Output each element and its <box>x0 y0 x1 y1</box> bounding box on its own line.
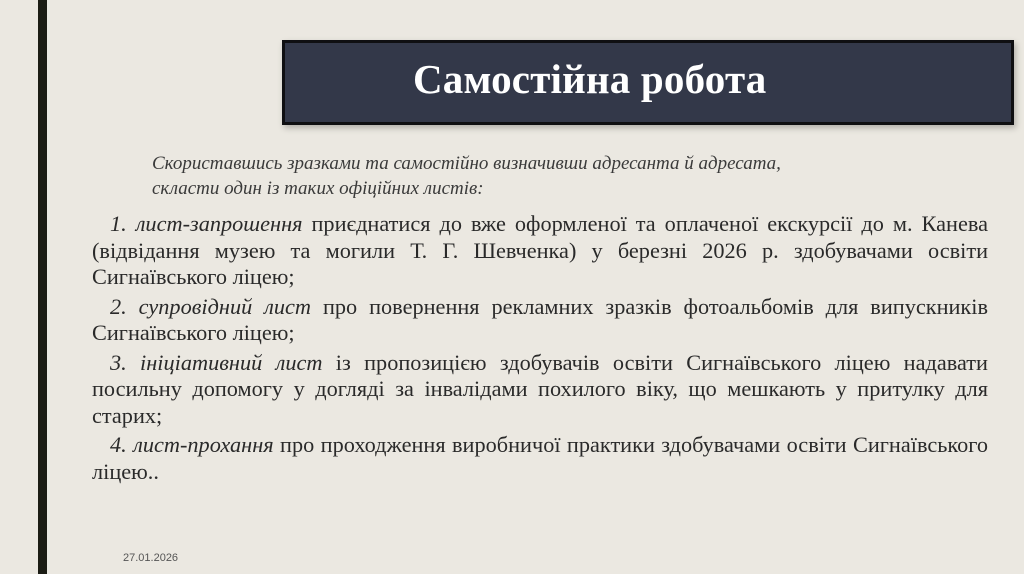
item-label: 1. лист-запрошення <box>110 211 303 236</box>
list-item <box>92 211 988 291</box>
item-text: про повернення рекламних зразків фотоальбомів для випускників Сигнаївського ліцею; <box>92 293 988 345</box>
letter-task-list <box>92 211 988 488</box>
slide-title: Самостійна робота <box>413 56 767 102</box>
item-label: 3. ініціативний лист <box>110 349 323 375</box>
item-label: 2. супровідний лист <box>110 293 312 319</box>
item-label: 4. лист-прохання <box>110 432 274 457</box>
footer-date: 27.01.2026 <box>123 552 179 564</box>
intro-line-1: Скориставшись зразками та самостійно визначивши адресанта й адресата, <box>152 153 781 174</box>
intro-line-2: скласти один із таких офіційних листів: <box>152 178 484 199</box>
intro-instruction <box>152 151 912 201</box>
list-item <box>92 432 988 485</box>
item-text: про проходження виробничої практики здобувачами освіти Сигнаївського ліцею.. <box>92 432 989 484</box>
list-item <box>92 294 988 347</box>
list-item <box>92 350 988 430</box>
left-accent-bar <box>38 0 47 574</box>
item-text: приєднатися до вже оформленої та оплаченої екскурсії до м. Канева (відвідання музею та могили Т. Г. Шевченка) у березні 2026 р. здобувачами освіти Сигнаївського ліцею; <box>92 211 988 289</box>
title-banner <box>282 40 1014 125</box>
item-text: із пропозицією здобувачів освіти Сигнаївського ліцею надавати посильну допомогу у догляді за інвалідами похилого віку, що мешкають у притулку для старих; <box>92 349 988 428</box>
